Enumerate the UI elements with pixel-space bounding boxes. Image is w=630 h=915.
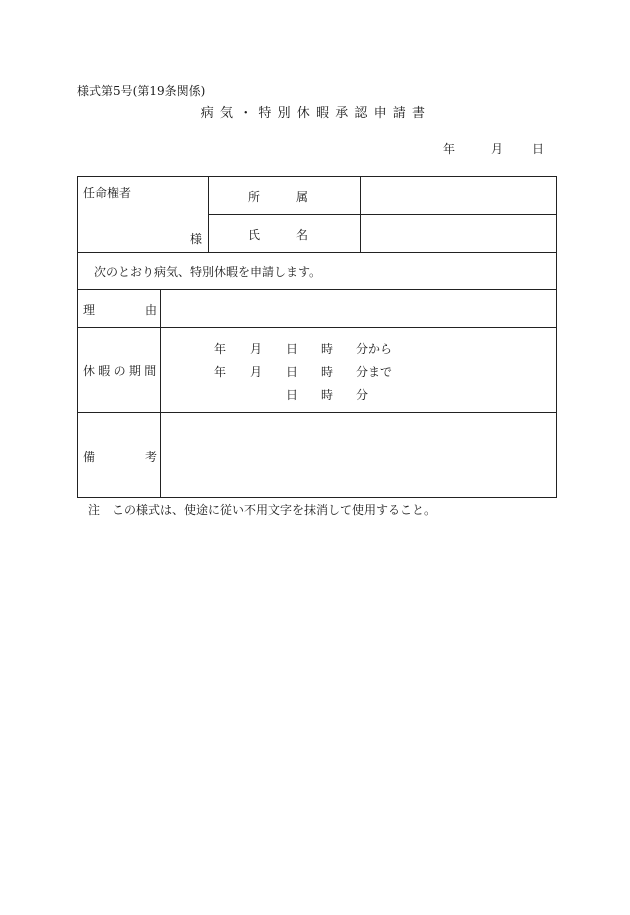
- period-duration-hour: 時: [321, 388, 334, 402]
- document-title: 病気・特別休暇承認申請書: [200, 106, 432, 121]
- date-month-label: 月: [491, 142, 504, 156]
- divider-affiliation-name: [208, 214, 556, 215]
- divider-period-remarks: [77, 412, 556, 413]
- period-to-year: 年: [214, 365, 227, 379]
- date-line: [443, 140, 544, 157]
- period-duration-day: 日: [286, 388, 299, 402]
- period-to-day: 日: [286, 365, 299, 379]
- period-from-month: 月: [250, 342, 263, 356]
- divider-field-labels-values: [360, 177, 361, 252]
- appointer-label: 任命権者: [83, 186, 132, 200]
- divider-statement-reason: [77, 289, 556, 290]
- divider-appointer-fields: [208, 177, 209, 252]
- date-year-label: 年: [443, 142, 456, 156]
- affiliation-label: 所 属: [248, 190, 321, 204]
- period-from-day: 日: [286, 342, 299, 356]
- reason-field[interactable]: [168, 301, 548, 317]
- date-day-label: 日: [532, 142, 545, 156]
- footer-note: 注 この様式は、使途に従い不用文字を抹消して使用すること。: [88, 503, 437, 517]
- affiliation-field[interactable]: [368, 188, 548, 204]
- name-label: 氏 名: [248, 228, 321, 242]
- period-from-hour: 時: [321, 342, 334, 356]
- divider-label-column: [160, 289, 161, 497]
- period-label: 休暇の期間: [83, 364, 160, 378]
- period-to-minute: 分まで: [356, 365, 393, 379]
- period-to-hour: 時: [321, 365, 334, 379]
- remarks-field[interactable]: [168, 420, 548, 490]
- form-reference: 様式第5号(第19条関係): [77, 84, 206, 98]
- name-field[interactable]: [368, 226, 548, 242]
- period-from-minute: 分から: [356, 342, 393, 356]
- reason-label: 理 由: [83, 303, 177, 317]
- period-to-month: 月: [250, 365, 263, 379]
- honorific-sama: 様: [190, 232, 203, 246]
- divider-reason-period: [77, 327, 556, 328]
- remarks-label: 備 考: [83, 450, 177, 464]
- divider-header-statement: [77, 252, 556, 253]
- request-statement: 次のとおり病気、特別休暇を申請します。: [94, 265, 322, 279]
- period-from-year: 年: [214, 342, 227, 356]
- period-duration-minute: 分: [356, 388, 369, 402]
